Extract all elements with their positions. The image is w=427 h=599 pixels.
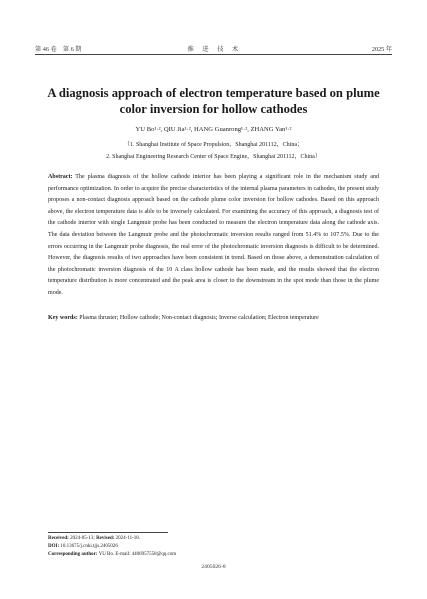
footnote-divider	[48, 532, 168, 533]
dates-line	[48, 535, 379, 543]
page-number: 2405026-8	[201, 564, 226, 570]
affiliations	[40, 140, 387, 163]
volume-issue: 第 46 卷 第 6 期	[35, 46, 82, 53]
revised-date: 2024-11-18.	[115, 536, 141, 541]
keywords	[48, 313, 379, 325]
doi-line	[48, 543, 379, 551]
abstract	[48, 172, 379, 300]
paper-title: A diagnosis approach of electron temperature based on plume color inversion for hollow cathodes	[47, 86, 380, 116]
affiliation-2: 2. Shanghai Engineering Research Center of Space Engine，Shanghai 201112，China）	[106, 153, 321, 160]
revised-label: Revised:	[96, 536, 115, 541]
corresponding-author-value: YU Bo. E-mail: 4406957558@qq.com	[98, 552, 177, 557]
received-label: Received:	[48, 536, 69, 541]
abstract-label: Abstract:	[48, 174, 73, 180]
journal-name: 推 进 技 术	[187, 46, 240, 53]
corresponding-author-line	[48, 551, 379, 559]
footnotes	[48, 535, 379, 559]
doi-value: 10.13675/j.cnki.tjjs.2405026	[60, 544, 118, 549]
affiliation-1: （1. Shanghai Institute of Space Propulsion，Shanghai 201112，China；	[123, 142, 304, 148]
doi-label: DOI:	[48, 544, 60, 549]
header-divider	[35, 54, 392, 55]
received-date: 2024-05-13;	[70, 536, 95, 541]
keywords-text: Plasma thruster; Hollow cathode; Non-contact diagnosis; Inverse calculation; Electron temperature	[79, 315, 319, 321]
corresponding-author-label: Corresponding author:	[48, 552, 98, 557]
keywords-label: Key words:	[48, 315, 78, 321]
publication-year: 2025 年	[371, 46, 392, 53]
abstract-text: The plasma diagnosis of the hollow cathode interior has been playing a significant role in the mechanism study and performance optimization. In order to acquire the precise characteristics of the internal plasma parameters in cathodes, the present study proposes a non-contact diagnosis approach based on the cathode plume color inversion for hollow cathodes. Based on this approach above, the electron temperature data is able to be inversely calculated. For examining the accuracy of this approach, a diagnosis test of the cathode interior with single Langmuir probe has been conducted to measure the electron temperature data along the cathode axis. The data deviation between the Langmuir probe and the photochromatic inversion results ranged from 51.4% to 107.5%. Due to the errors occurring in the Langmuir probe diagnosis, the real error of the photochromatic inversion diagnosis is difficult to be determined. However, the diagnosis results of two approaches have been consistent in trend. Based on those above, a demonstration calculation of the photochromatic inversion diagnosis of the 10 A class hollow cathode has been made, and the results showed that the electron temperature distribution is more concentrated and the peak area is closer to the downstream in the spot mode than those in the plume mode.	[48, 174, 380, 296]
author-list: YU Bo¹·², QIU Jia¹·², HANG Guanrong¹·², ZHANG Yan¹·²	[135, 126, 292, 133]
